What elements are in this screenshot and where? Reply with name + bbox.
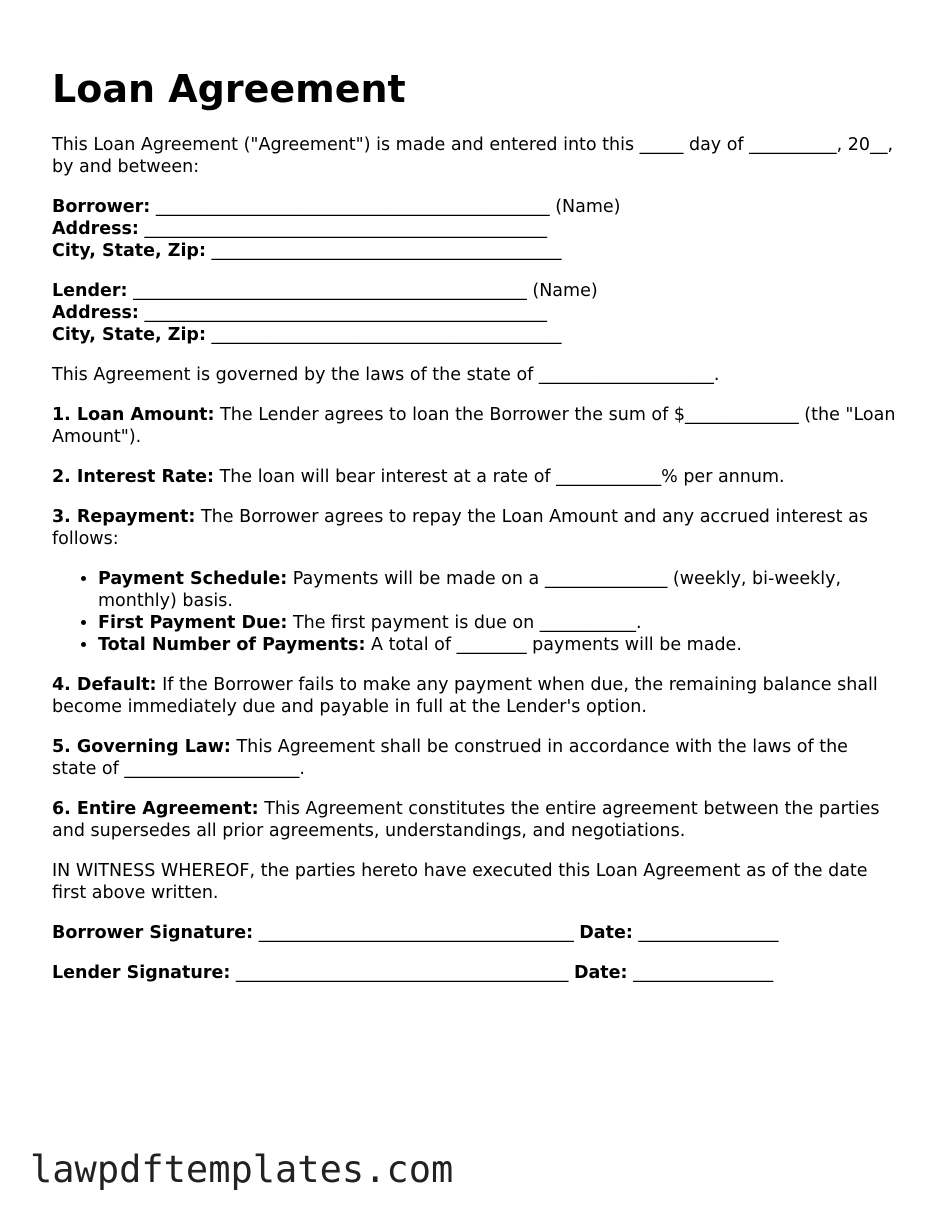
lender-block	[52, 280, 897, 346]
list-item-label: Payment Schedule:	[98, 569, 288, 589]
section-text: The loan will bear interest at a rate of ____________% per annum.	[214, 467, 785, 487]
borrower-address-field: ______________________________________________	[138, 219, 548, 239]
lender-signature-label: Lender Signature:	[52, 963, 231, 983]
borrower-city-field: ________________________________________	[205, 241, 562, 261]
list-item-label: Total Number of Payments:	[98, 635, 366, 655]
list-item	[98, 612, 897, 634]
lender-name-field: _____________________________________________ (Name)	[127, 281, 598, 301]
lender-signature-line	[52, 962, 897, 984]
list-item-text: The first payment is due on ___________.	[287, 613, 642, 633]
section-entire-agreement	[52, 798, 897, 842]
borrower-date-field: ________________	[632, 923, 779, 943]
footer-watermark: lawpdftemplates.com	[30, 1148, 454, 1191]
section-text: The Borrower agrees to repay the Loan Amount and any accrued interest as follows:	[52, 507, 868, 549]
borrower-block	[52, 196, 897, 262]
section-repayment	[52, 506, 897, 550]
lender-signature-field: ______________________________________	[230, 963, 574, 983]
borrower-city-line	[52, 240, 897, 262]
borrower-date-label: Date:	[579, 923, 633, 943]
section-text: The Lender agrees to loan the Borrower the sum of $_____________ (the "Loan Amount").	[52, 405, 896, 447]
section-label: 1. Loan Amount:	[52, 405, 215, 425]
borrower-signature-line	[52, 922, 897, 944]
lender-city-label: City, State, Zip:	[52, 325, 206, 345]
lender-date-label: Date:	[573, 963, 628, 983]
lender-city-line	[52, 324, 897, 346]
borrower-signature-field: ____________________________________	[253, 923, 580, 943]
borrower-signature-label: Borrower Signature:	[52, 923, 254, 943]
witness-paragraph: IN WITNESS WHEREOF, the parties hereto have executed this Loan Agreement as of the date first above written.	[52, 861, 868, 903]
section-governing-law	[52, 736, 897, 780]
document-page	[52, 66, 897, 1002]
borrower-address-line	[52, 218, 897, 240]
governed-paragraph: This Agreement is governed by the laws of the state of ____________________.	[52, 365, 720, 385]
section-text: This Agreement constitutes the entire agreement between the parties and supersedes all prior agreements, understandings, and negotiations.	[52, 799, 880, 841]
section-text: This Agreement shall be construed in accordance with the laws of the state of ____________________.	[52, 737, 848, 779]
list-item-label: First Payment Due:	[98, 613, 288, 633]
borrower-city-label: City, State, Zip:	[52, 241, 206, 261]
section-loan-amount	[52, 404, 897, 448]
borrower-name-field: _____________________________________________ (Name)	[150, 197, 621, 217]
list-item	[98, 634, 897, 656]
section-label: 2. Interest Rate:	[52, 467, 215, 487]
borrower-name-line	[52, 196, 897, 218]
document-title: Loan Agreement	[52, 67, 406, 111]
borrower-address-label: Address:	[52, 219, 139, 239]
list-item-text: Payments will be made on a ______________ (weekly, bi-weekly, monthly) basis.	[98, 569, 842, 611]
lender-address-line	[52, 302, 897, 324]
section-interest-rate	[52, 466, 897, 488]
section-label: 5. Governing Law:	[52, 737, 231, 757]
section-default	[52, 674, 897, 718]
section-label: 6. Entire Agreement:	[52, 799, 259, 819]
lender-city-field: ________________________________________	[205, 325, 562, 345]
list-item	[98, 568, 897, 612]
section-label: 3. Repayment:	[52, 507, 196, 527]
intro-paragraph: This Loan Agreement ("Agreement") is made and entered into this _____ day of __________, 20__, by and between:	[52, 135, 894, 177]
list-item-text: A total of ________ payments will be made.	[365, 635, 742, 655]
lender-date-field: ________________	[627, 963, 774, 983]
section-label: 4. Default:	[52, 675, 157, 695]
borrower-label: Borrower:	[52, 197, 151, 217]
section-text: If the Borrower fails to make any payment when due, the remaining balance shall become immediately due and payable in full at the Lender's option.	[52, 675, 878, 717]
repayment-list	[52, 568, 897, 656]
lender-name-line	[52, 280, 897, 302]
lender-address-label: Address:	[52, 303, 139, 323]
lender-label: Lender:	[52, 281, 128, 301]
lender-address-field: ______________________________________________	[138, 303, 548, 323]
